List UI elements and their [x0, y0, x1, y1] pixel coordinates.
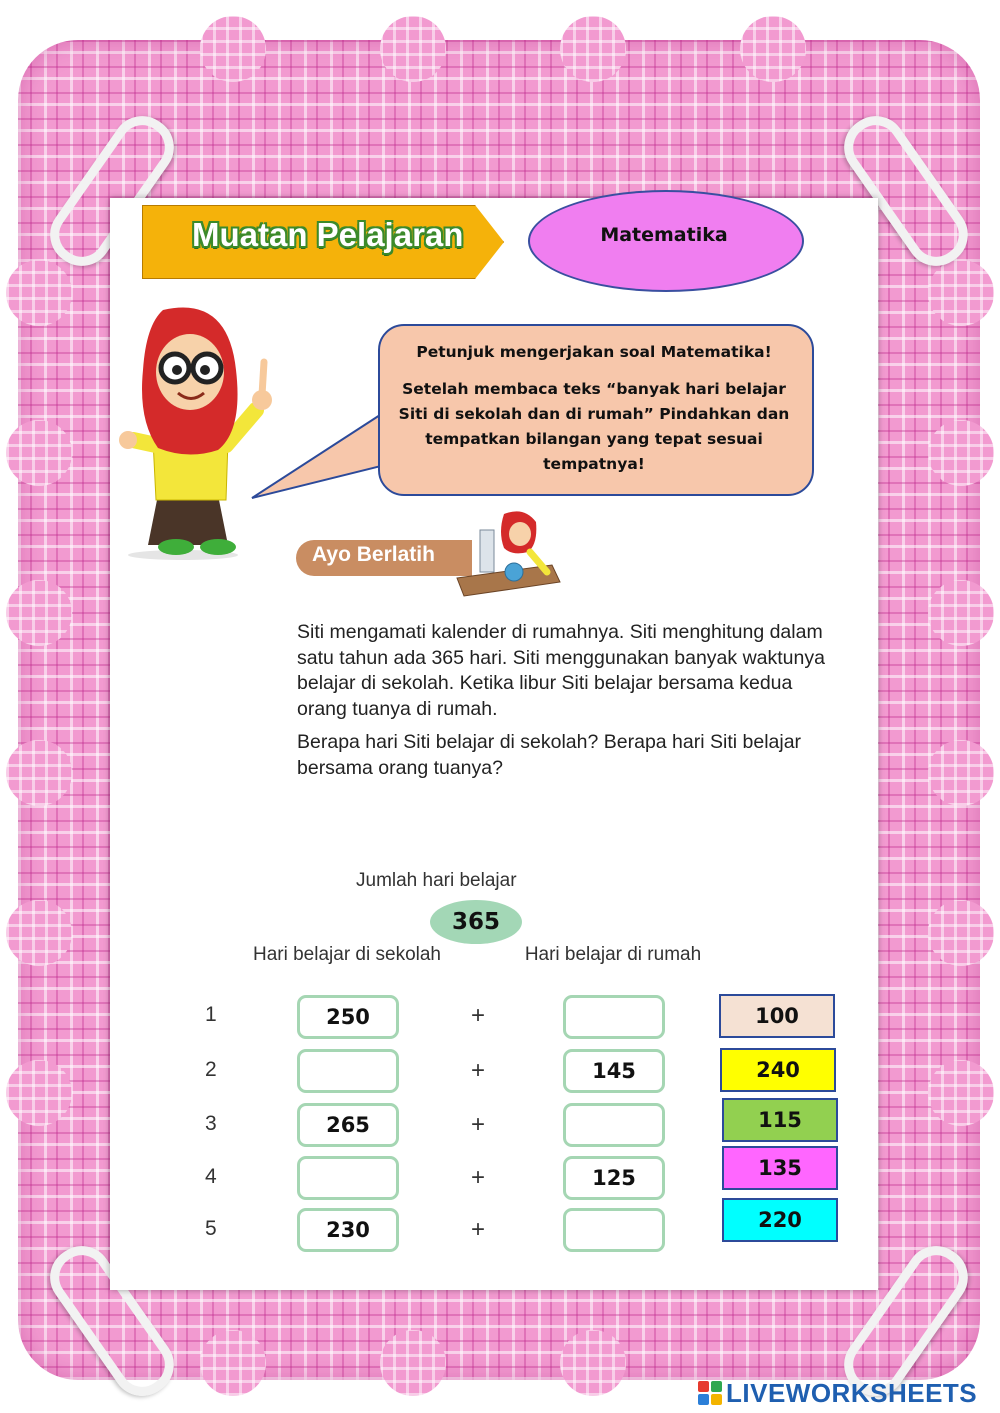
question-paragraph: Berapa hari Siti belajar di sekolah? Berapa hari Siti belajar bersama orang tuanya? [297, 731, 802, 779]
home-days-slot[interactable]: 125 [563, 1156, 665, 1200]
school-days-slot[interactable] [297, 1156, 399, 1200]
home-days-slot[interactable]: 145 [563, 1049, 665, 1093]
answer-chip[interactable]: 240 [720, 1048, 836, 1092]
row-number: 3 [205, 1112, 217, 1135]
plus-sign: + [470, 1057, 485, 1084]
frame-scallop [928, 580, 994, 646]
total-days-value: 365 [430, 900, 522, 944]
speech-bubble-tail [250, 410, 390, 500]
row-number: 4 [205, 1165, 217, 1188]
answer-chip[interactable]: 220 [722, 1198, 838, 1242]
home-days-slot[interactable] [563, 1208, 665, 1252]
instruction-text [398, 340, 790, 489]
school-days-header: Hari belajar di sekolah [253, 944, 441, 965]
frame-scallop [6, 1060, 72, 1126]
story-paragraph: Siti mengamati kalender di rumahnya. Siti menghitung dalam satu tahun ada 365 hari. Siti menggunakan banyak waktunya belajar di sekolah. Ketika libur Siti belajar bersama kedua orang tuanya di rumah. [297, 621, 825, 720]
home-days-slot[interactable] [563, 995, 665, 1039]
frame-scallop [928, 1060, 994, 1126]
frame-scallop [6, 420, 72, 486]
answer-chip[interactable]: 135 [722, 1146, 838, 1190]
logo-text: LIVEWORKSHEETS [726, 1377, 978, 1408]
school-days-slot[interactable]: 265 [297, 1103, 399, 1147]
frame-scallop [928, 260, 994, 326]
row-number: 5 [205, 1217, 217, 1240]
frame-scallop [740, 16, 806, 82]
frame-scallop [200, 1330, 266, 1396]
row-number: 2 [205, 1058, 217, 1081]
school-days-slot[interactable]: 250 [297, 995, 399, 1039]
plus-sign: + [470, 1216, 485, 1243]
answer-chip[interactable]: 100 [719, 994, 835, 1038]
frame-scallop [928, 420, 994, 486]
frame-scallop [200, 16, 266, 82]
frame-scallop [380, 1330, 446, 1396]
frame-scallop [380, 16, 446, 82]
frame-scallop [6, 900, 72, 966]
home-days-slot[interactable] [563, 1103, 665, 1147]
total-days-label: Jumlah hari belajar [356, 870, 517, 891]
row-number: 1 [205, 1003, 217, 1026]
plus-sign: + [470, 1164, 485, 1191]
plus-sign: + [470, 1002, 485, 1029]
logo-mark-icon [698, 1381, 722, 1405]
subject-name: Matematika [600, 224, 728, 246]
instruction-title: Petunjuk mengerjakan soal Matematika! [416, 343, 772, 361]
frame-scallop [6, 260, 72, 326]
subject-label: Muatan Pelajaran [192, 216, 464, 253]
studying-girl-illustration [452, 510, 562, 600]
frame-scallop [928, 740, 994, 806]
practice-label: Ayo Berlatih [312, 543, 435, 566]
school-days-slot[interactable]: 230 [297, 1208, 399, 1252]
home-days-header: Hari belajar di rumah [524, 944, 702, 965]
instruction-body: Setelah membaca teks “banyak hari belajar Siti di sekolah dan di rumah” Pindahkan dan tempatkan bilangan yang tepat sesuai tempatnya! [398, 380, 790, 473]
answer-chip[interactable]: 115 [722, 1098, 838, 1142]
liveworksheets-logo [698, 1378, 977, 1408]
frame-scallop [560, 1330, 626, 1396]
frame-scallop [6, 740, 72, 806]
frame-scallop [6, 580, 72, 646]
frame-scallop [560, 16, 626, 82]
school-days-slot[interactable] [297, 1049, 399, 1093]
story-text [297, 620, 847, 789]
frame-scallop [928, 900, 994, 966]
plus-sign: + [470, 1111, 485, 1138]
